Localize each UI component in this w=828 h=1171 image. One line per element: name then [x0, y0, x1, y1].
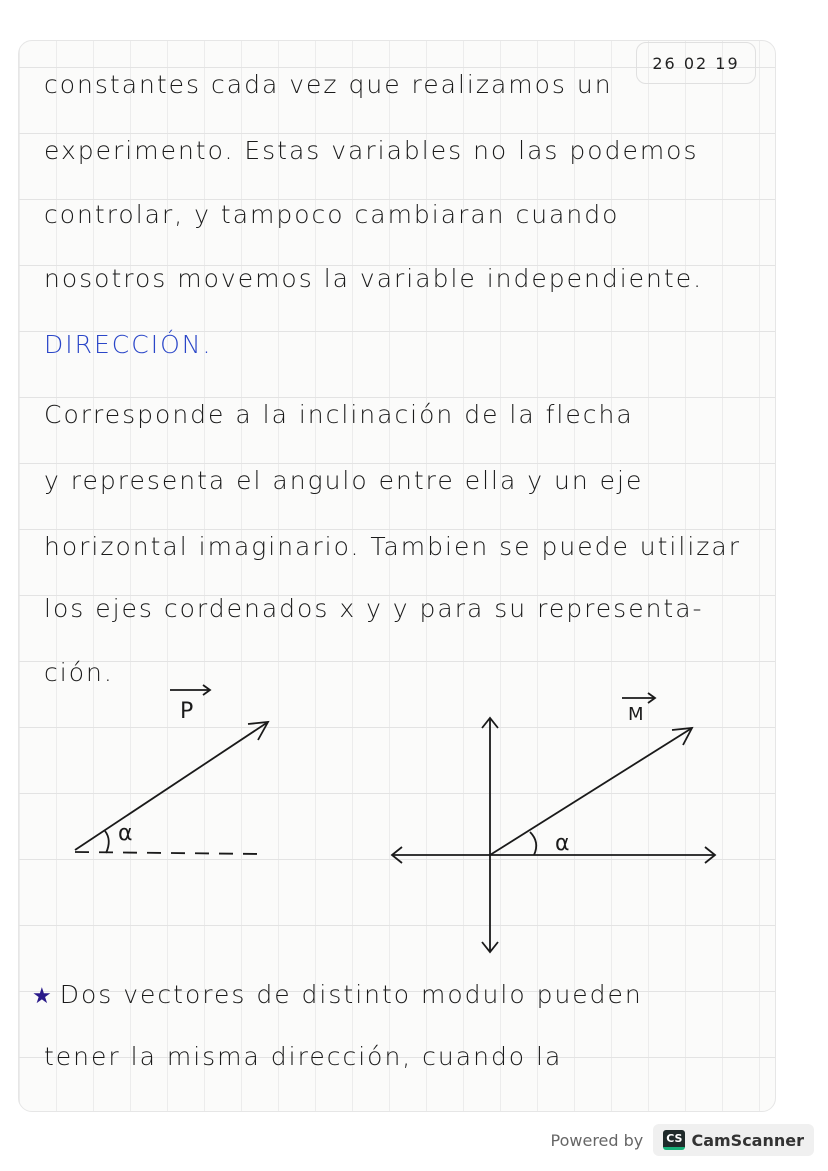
vector-m-label: M: [628, 704, 644, 725]
text-line: tener la misma dirección, cuando la: [44, 1042, 563, 1071]
brand-label: CamScanner: [691, 1130, 804, 1150]
powered-by-label: Powered by: [550, 1130, 644, 1150]
text-line-content: Dos vectores de distinto modulo pueden: [59, 980, 643, 1009]
vector-p-diagram: [75, 685, 268, 854]
camscanner-badge: [653, 1124, 814, 1156]
text-line: Corresponde a la inclinación de la flecha: [44, 400, 634, 429]
vector-p-label: P: [180, 699, 194, 724]
angle-label: α: [555, 831, 570, 856]
text-line: experimento. Estas variables no las podemos: [44, 136, 699, 165]
text-line: ción.: [44, 658, 114, 687]
text-line: los ejes cordenados x y y para su representa-: [44, 594, 704, 623]
text-line: controlar, y tampoco cambiaran cuando: [44, 200, 620, 229]
text-line: y representa el angulo entre ella y un eje: [44, 466, 644, 495]
vector-p-line: [75, 722, 268, 850]
vector-m-line: [490, 728, 692, 855]
camscanner-watermark: [551, 1124, 814, 1156]
date-box: 26 02 19: [636, 42, 756, 84]
dashed-reference-line: [75, 852, 262, 854]
text-line: constantes cada vez que realizamos un: [44, 70, 613, 99]
angle-arc: [530, 832, 536, 855]
text-line: nosotros movemos la variable independiente.: [44, 264, 704, 293]
section-heading: DIRECCIÓN.: [44, 330, 213, 359]
vector-m-diagram: [392, 693, 715, 952]
camscanner-logo-icon: CS: [663, 1130, 685, 1150]
text-line: horizontal imaginario. Tambien se puede utilizar: [44, 532, 741, 561]
angle-label: α: [118, 821, 133, 846]
angle-arc: [105, 831, 109, 853]
star-icon: ★: [32, 984, 54, 1009]
